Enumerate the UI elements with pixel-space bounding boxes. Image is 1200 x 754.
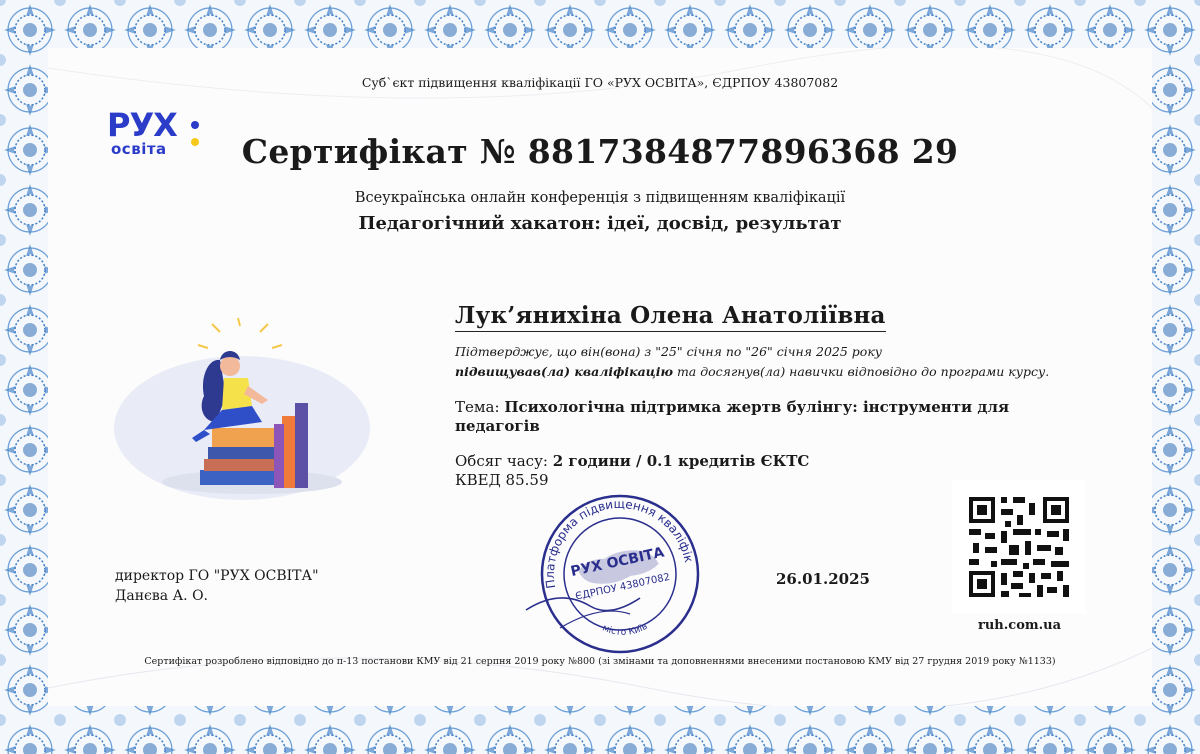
issue-date: 26.01.2025 — [776, 570, 870, 588]
qr-code-frame — [952, 480, 1086, 614]
conference-type: Всеукраїнська онлайн конференція з підвищенням кваліфікації — [354, 190, 846, 206]
director-title: директор ГО "РУХ ОСВІТА" — [115, 568, 319, 584]
conference-name: Педагогічний хакатон: ідеї, досвід, результат — [358, 213, 842, 234]
hours-label: Обсяг часу: — [455, 452, 553, 470]
confirmation-line-2 — [455, 364, 1049, 379]
confirmation-bold: підвищував(ла) кваліфікацію — [455, 364, 673, 379]
qr-code-icon[interactable] — [952, 480, 1086, 614]
course-hours — [455, 452, 809, 470]
topic-value: Психологічна підтримка жертв булінгу: інструменти для педагогів — [455, 398, 1010, 435]
confirmation-line-1: Підтверджує, що він(вона) з "25" січня по "26" січня 2025 року — [455, 344, 883, 359]
confirmation-rest: та досягнув(ла) навички відповідно до програми курсу. — [672, 364, 1050, 379]
official-stamp — [520, 488, 720, 658]
logo-main-text: РУХ — [107, 106, 177, 144]
svg-text:місто Київ — [599, 615, 650, 644]
hours-value: 2 години / 0.1 кредитів ЄКТС — [552, 452, 810, 470]
course-topic — [455, 398, 1095, 436]
topic-label: Тема: — [455, 398, 505, 416]
stamp-city: місто Київ — [600, 621, 650, 638]
reading-girl-illustration — [112, 318, 372, 508]
certificate-title: Сертифікат № 8817384877896368 29 — [241, 132, 959, 171]
issuer-subject: Суб`єкт підвищення кваліфікації ГО «РУХ ОСВІТА», ЄДРПОУ 43807082 — [361, 75, 839, 90]
logo-dot-blue — [191, 121, 199, 129]
stamp-center-text: РУХ ОСВІТА — [569, 544, 666, 580]
stamp-code: ЄДРПОУ 43807082 — [574, 571, 672, 603]
participant-name: Лук’янихіна Олена Анатоліївна — [455, 302, 886, 332]
director-name: Данєва А. О. — [115, 588, 209, 604]
kved-code: КВЕД 85.59 — [455, 471, 549, 489]
legal-footnote: Сертифікат розроблено відповідно до п-13 постанови КМУ від 21 серпня 2019 року №800 (зі змінами та доповненнями внесеними постановою КМУ від 27 грудня 2019 року №1133) — [144, 656, 1056, 667]
stamp-outer-text: Платформа підвищення кваліфікації — [542, 496, 696, 590]
website-link[interactable]: ruh.com.ua — [978, 618, 1062, 633]
logo-sub-text: освіта — [111, 140, 167, 158]
